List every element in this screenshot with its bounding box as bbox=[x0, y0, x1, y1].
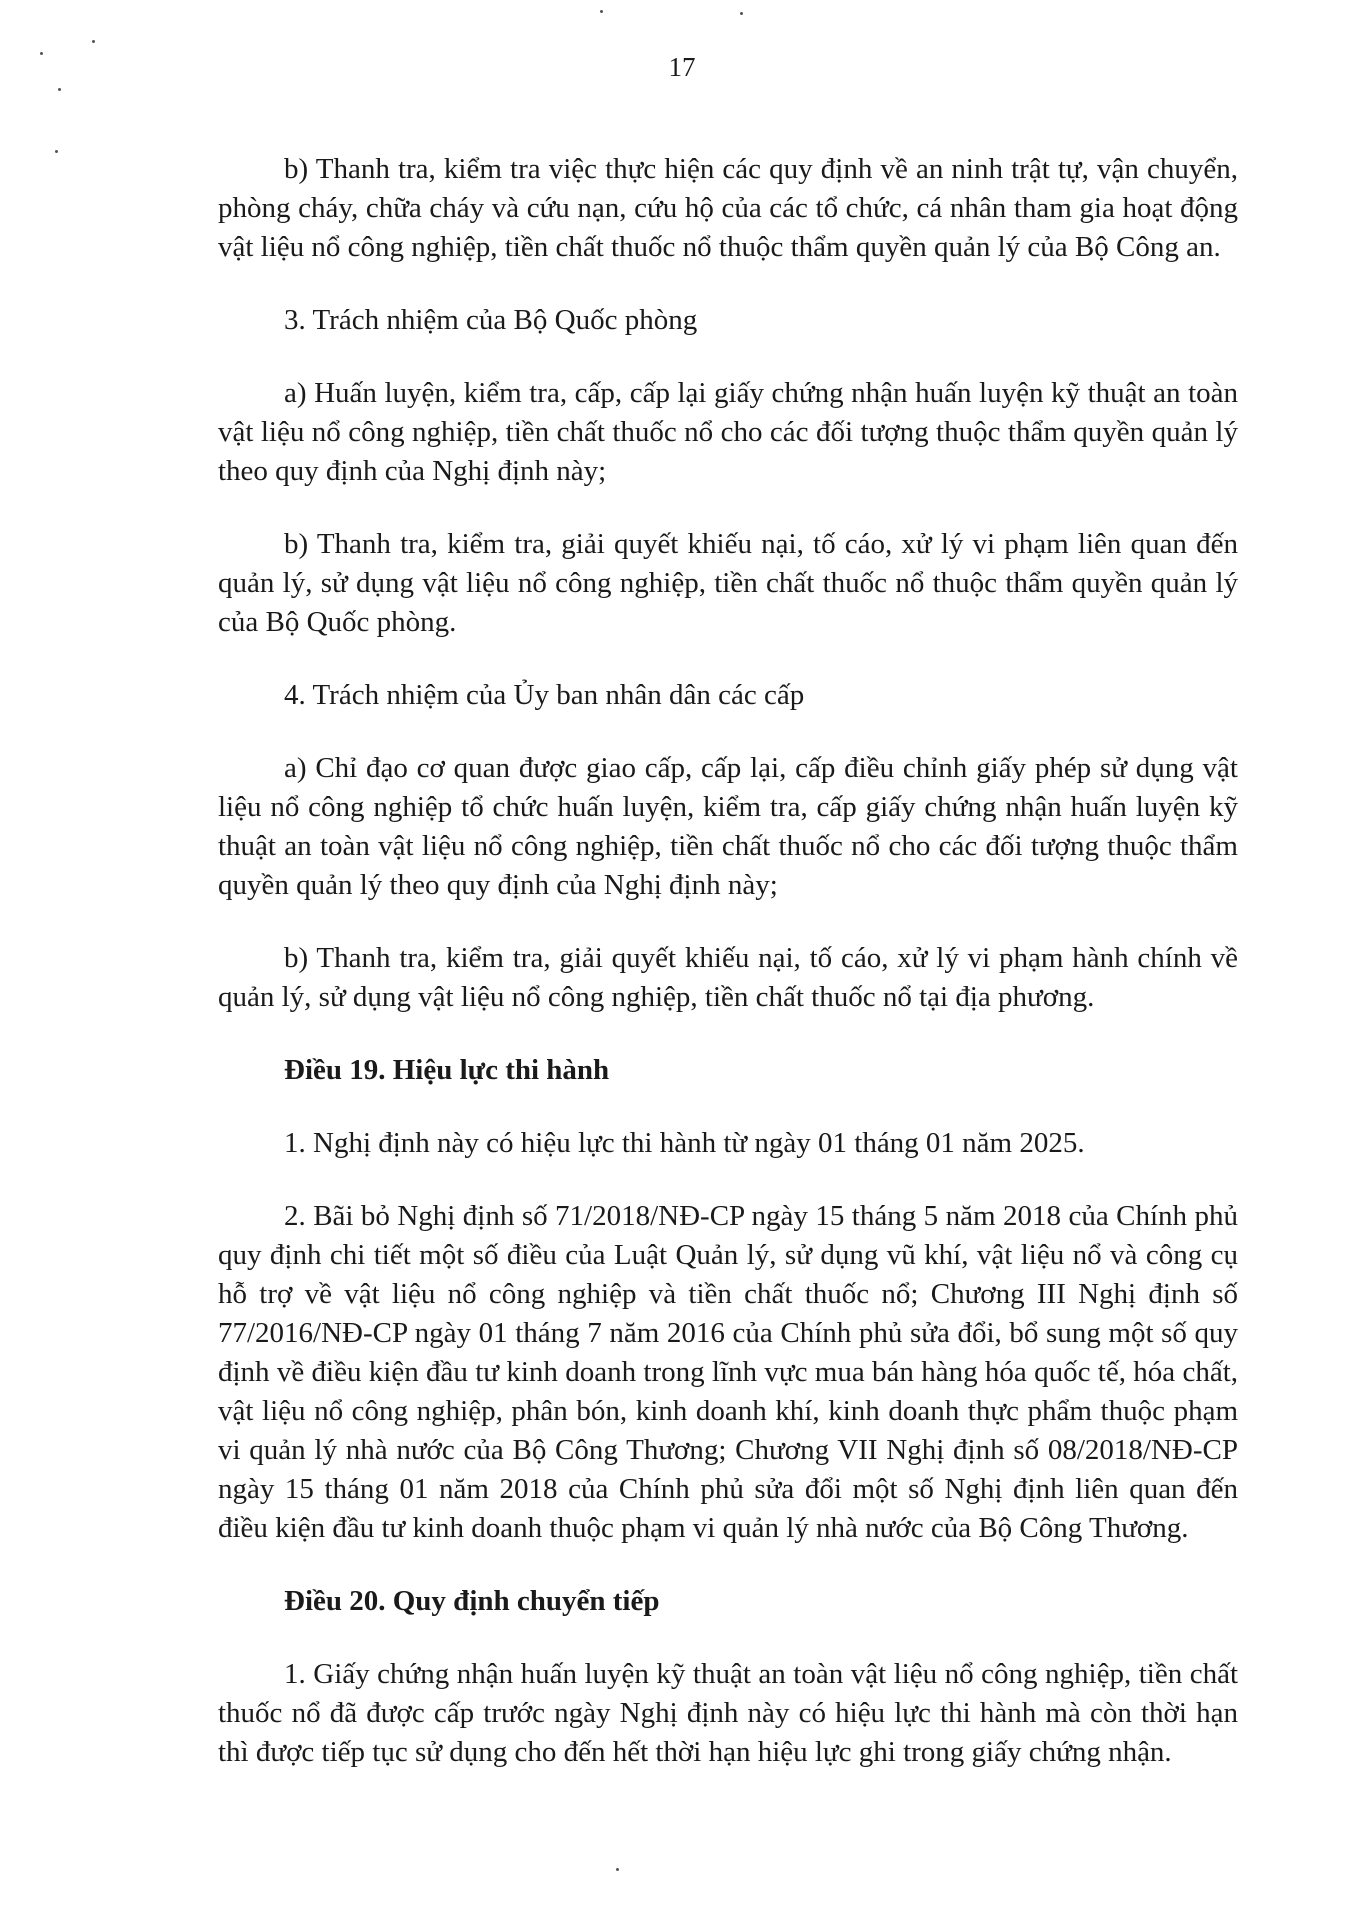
scan-speck bbox=[616, 1868, 619, 1871]
scan-speck bbox=[600, 10, 603, 13]
document-body bbox=[218, 150, 1238, 1806]
paragraph: 2. Bãi bỏ Nghị định số 71/2018/NĐ-CP ngày 15 tháng 5 năm 2018 của Chính phủ quy định chi tiết một số điều của Luật Quản lý, sử dụng vũ khí, vật liệu nổ và công cụ hỗ trợ về vật liệu nổ công nghiệp và tiền chất thuốc nổ; Chương III Nghị định số 77/2016/NĐ-CP ngày 01 tháng 7 năm 2016 của Chính phủ sửa đổi, bổ sung một số quy định về điều kiện đầu tư kinh doanh trong lĩnh vực mua bán hàng hóa quốc tế, hóa chất, vật liệu nổ công nghiệp, phân bón, kinh doanh khí, kinh doanh thực phẩm thuộc phạm vi quản lý nhà nước của Bộ Công Thương; Chương VII Nghị định số 08/2018/NĐ-CP ngày 15 tháng 01 năm 2018 của Chính phủ sửa đổi một số Nghị định liên quan đến điều kiện đầu tư kinh doanh thuộc phạm vi quản lý nhà nước của Bộ Công Thương. bbox=[218, 1200, 1238, 1544]
article-heading: Điều 20. Quy định chuyển tiếp bbox=[284, 1585, 660, 1617]
scan-speck bbox=[58, 88, 61, 91]
paragraph: b) Thanh tra, kiểm tra việc thực hiện các quy định về an ninh trật tự, vận chuyển, phòng cháy, chữa cháy và cứu nạn, cứu hộ của các tổ chức, cá nhân tham gia hoạt động vật liệu nổ công nghiệp, tiền chất thuốc nổ thuộc thẩm quyền quản lý của Bộ Công an. bbox=[218, 153, 1238, 263]
article-heading: Điều 19. Hiệu lực thi hành bbox=[284, 1054, 610, 1086]
scan-speck bbox=[92, 40, 95, 43]
paragraph: b) Thanh tra, kiểm tra, giải quyết khiếu nại, tố cáo, xử lý vi phạm liên quan đến quản lý, sử dụng vật liệu nổ công nghiệp, tiền chất thuốc nổ thuộc thẩm quyền quản lý của Bộ Quốc phòng. bbox=[218, 528, 1238, 638]
paragraph: 1. Nghị định này có hiệu lực thi hành từ ngày 01 tháng 01 năm 2025. bbox=[284, 1127, 1085, 1159]
section-title: 4. Trách nhiệm của Ủy ban nhân dân các cấp bbox=[284, 679, 805, 711]
paragraph: a) Huấn luyện, kiểm tra, cấp, cấp lại giấy chứng nhận huấn luyện kỹ thuật an toàn vật liệu nổ công nghiệp, tiền chất thuốc nổ cho các đối tượng thuộc thẩm quyền quản lý theo quy định của Nghị định này; bbox=[218, 377, 1238, 487]
scan-speck bbox=[55, 150, 58, 153]
section-title: 3. Trách nhiệm của Bộ Quốc phòng bbox=[284, 304, 698, 336]
page-number: 17 bbox=[668, 52, 696, 82]
paragraph: a) Chỉ đạo cơ quan được giao cấp, cấp lại, cấp điều chỉnh giấy phép sử dụng vật liệu nổ công nghiệp tổ chức huấn luyện, kiểm tra, cấp giấy chứng nhận huấn luyện kỹ thuật an toàn vật liệu nổ công nghiệp, tiền chất thuốc nổ cho các đối tượng thuộc thẩm quyền quản lý theo quy định của Nghị định này; bbox=[218, 752, 1238, 901]
paragraph: b) Thanh tra, kiểm tra, giải quyết khiếu nại, tố cáo, xử lý vi phạm hành chính về quản lý, sử dụng vật liệu nổ công nghiệp, tiền chất thuốc nổ tại địa phương. bbox=[218, 942, 1238, 1013]
scan-speck bbox=[740, 12, 743, 15]
paragraph: 1. Giấy chứng nhận huấn luyện kỹ thuật an toàn vật liệu nổ công nghiệp, tiền chất thuốc nổ đã được cấp trước ngày Nghị định này có hiệu lực thi hành mà còn thời hạn thì được tiếp tục sử dụng cho đến hết thời hạn hiệu lực ghi trong giấy chứng nhận. bbox=[218, 1658, 1238, 1768]
